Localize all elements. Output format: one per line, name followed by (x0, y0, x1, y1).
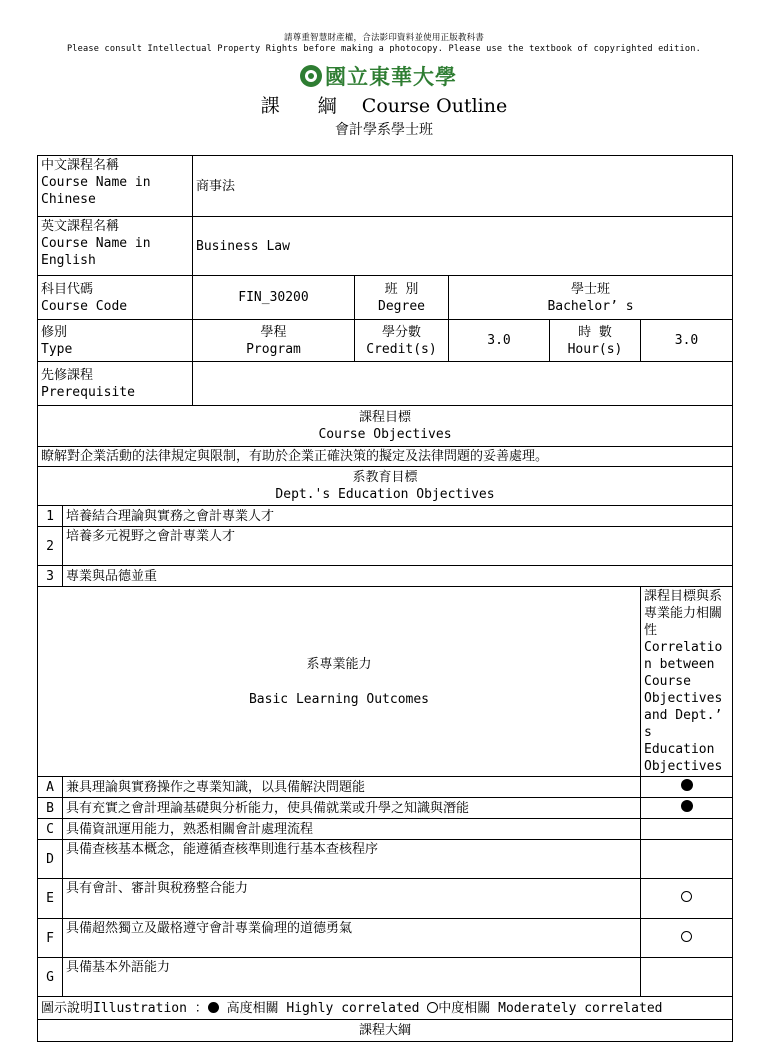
row-course-code (38, 276, 733, 320)
dept-objective-row (38, 506, 733, 527)
correlation-cell (641, 919, 733, 958)
correlation-cell (641, 840, 733, 879)
hours-label-zh: 時 數 (578, 324, 612, 340)
degree-label-zh: 班 別 (384, 281, 419, 297)
outcome-row (38, 958, 733, 997)
outcome-row (38, 777, 733, 798)
outcomes-header-zh: 系專業能力 (306, 656, 372, 672)
moderately-correlated-icon (427, 1002, 438, 1013)
prerequisite-label-en: Prerequisite (41, 384, 135, 400)
row-type (38, 320, 733, 362)
outcome-row (38, 819, 733, 840)
course-outline-table (37, 155, 733, 1042)
credits-label-zh: 學分數 (381, 324, 421, 340)
dept-objectives-header-zh: 系教育目標 (352, 470, 418, 485)
row-outcomes-header (38, 587, 733, 777)
outcome-row (38, 879, 733, 919)
outcome-letter: D (38, 840, 63, 879)
outcomes-header-en: Basic Learning Outcomes (248, 691, 429, 707)
dept-objective-row (38, 566, 733, 587)
correlation-header: 課程目標與系專業能力相關性 Correlation between Course Objectives and Dept.’ s Education Objectives (641, 587, 733, 777)
row-prerequisite (38, 362, 733, 406)
outcome-text: 具有充實之會計理論基礎與分析能力，使具備就業或升學之知識與潛能 (63, 798, 641, 819)
course-name-cn-label (38, 156, 193, 217)
degree-value (449, 276, 733, 320)
dept-objective-number: 3 (38, 566, 63, 587)
course-name-cn-value: 商事法 (193, 156, 733, 217)
outcome-row (38, 840, 733, 879)
prerequisite-value (193, 362, 733, 406)
course-code-label (38, 276, 193, 320)
row-dept-objectives-header (38, 467, 733, 506)
degree-value-en: Bachelor’ s (547, 298, 634, 314)
legend-moderate-label: 中度相關 Moderately correlated (438, 1000, 663, 1016)
highly-correlated-icon (208, 1002, 219, 1013)
dept-objectives-header (38, 467, 733, 506)
copyright-notice-en: Please consult Intellectual Property Rights before making a photocopy. Please use the textbook of copyrighted edition. (66, 44, 702, 54)
course-code-value: FIN_30200 (193, 276, 355, 320)
outcome-letter: A (38, 777, 63, 798)
outcome-letter: G (38, 958, 63, 997)
course-name-cn-label-zh: 中文課程名稱 (41, 158, 120, 173)
course-code-label-en: Course Code (41, 298, 128, 314)
prerequisite-label-zh: 先修課程 (41, 367, 94, 383)
row-objectives-text (38, 447, 733, 467)
dept-objective-text: 專業與品德並重 (63, 566, 733, 587)
page-title: 課 綱 Course Outline (260, 95, 508, 117)
type-value-zh: 學程 (260, 324, 287, 340)
dept-objective-number: 1 (38, 506, 63, 527)
course-objectives-header (38, 406, 733, 447)
course-name-en-label (38, 217, 193, 276)
row-course-name-cn (38, 156, 733, 217)
outcome-text: 兼具理論與實務操作之專業知識，以具備解決問題能 (63, 777, 641, 798)
syllabus-header: 課程大綱 (38, 1020, 733, 1042)
outcome-letter: C (38, 819, 63, 840)
type-value-en: Program (246, 341, 301, 357)
correlation-cell (641, 879, 733, 919)
outcome-text: 具備查核基本概念，能遵循查核準則進行基本查核程序 (63, 840, 641, 879)
outcome-text: 具有會計、審計與稅務整合能力 (63, 879, 641, 919)
correlation-cell (641, 958, 733, 997)
course-name-cn-label-en: Course Name in Chinese (41, 175, 151, 207)
legend-high-label: 高度相關 Highly correlated (226, 1000, 420, 1016)
correlation-cell (641, 798, 733, 819)
legend-prefix: 圖示說明Illustration ： (41, 1000, 208, 1016)
dept-objective-text: 培養多元視野之會計專業人才 (63, 527, 733, 566)
dept-objective-text: 培養結合理論與實務之會計專業人才 (63, 506, 733, 527)
outcome-letter: B (38, 798, 63, 819)
highly-correlated-icon (681, 800, 693, 812)
type-label (38, 320, 193, 362)
dept-objectives-header-en: Dept.'s Education Objectives (275, 487, 495, 502)
row-objectives-header (38, 406, 733, 447)
university-logo-text: 國立東華大學 (325, 64, 457, 89)
course-objectives-text: 瞭解對企業活動的法律規定與限制，有助於企業正確決策的擬定及法律問題的妥善處理。 (38, 447, 733, 467)
moderately-correlated-icon (681, 891, 692, 902)
copyright-notice-zh: 請尊重智慧財產權，合法影印資料並使用正版教科書 (283, 33, 485, 43)
highly-correlated-icon (681, 779, 693, 791)
outcome-text: 具備超然獨立及嚴格遵守會計專業倫理的道德勇氣 (63, 919, 641, 958)
credits-label-en: Credit(s) (366, 341, 437, 357)
row-course-name-en (38, 217, 733, 276)
course-name-en-label-en: Course Name in English (41, 236, 151, 268)
prerequisite-label (38, 362, 193, 406)
dept-objective-number: 2 (38, 527, 63, 566)
degree-label (355, 276, 449, 320)
course-name-en-label-zh: 英文課程名稱 (41, 219, 120, 234)
hours-label-en: Hour(s) (567, 341, 623, 357)
outcome-row (38, 798, 733, 819)
degree-value-zh: 學士班 (570, 281, 610, 297)
outcome-text: 具備基本外語能力 (63, 958, 641, 997)
page-subtitle: 會計學系學士班 (335, 122, 433, 138)
outcomes-header (38, 587, 641, 777)
type-label-zh: 修別 (41, 324, 68, 340)
course-objectives-header-en: Course Objectives (318, 427, 452, 442)
hours-label (550, 320, 641, 362)
moderately-correlated-icon (681, 931, 692, 942)
outcome-text: 具備資訊運用能力，熟悉相關會計處理流程 (63, 819, 641, 840)
degree-label-en: Degree (378, 298, 425, 314)
type-label-en: Type (41, 341, 73, 357)
credits-label (355, 320, 449, 362)
outcome-letter: E (38, 879, 63, 919)
type-value (193, 320, 355, 362)
credits-value: 3.0 (449, 320, 550, 362)
outcome-row (38, 919, 733, 958)
university-seal-icon (300, 65, 322, 87)
university-logo (300, 62, 457, 90)
course-name-en-value: Business Law (193, 217, 733, 276)
row-legend (38, 997, 733, 1020)
dept-objective-row (38, 527, 733, 566)
hours-value: 3.0 (641, 320, 733, 362)
correlation-cell (641, 777, 733, 798)
outcome-letter: F (38, 919, 63, 958)
correlation-cell (641, 819, 733, 840)
course-objectives-header-zh: 課程目標 (358, 410, 411, 425)
row-syllabus-header (38, 1020, 733, 1042)
course-code-label-zh: 科目代碼 (41, 281, 94, 297)
illustration-legend (38, 997, 733, 1020)
